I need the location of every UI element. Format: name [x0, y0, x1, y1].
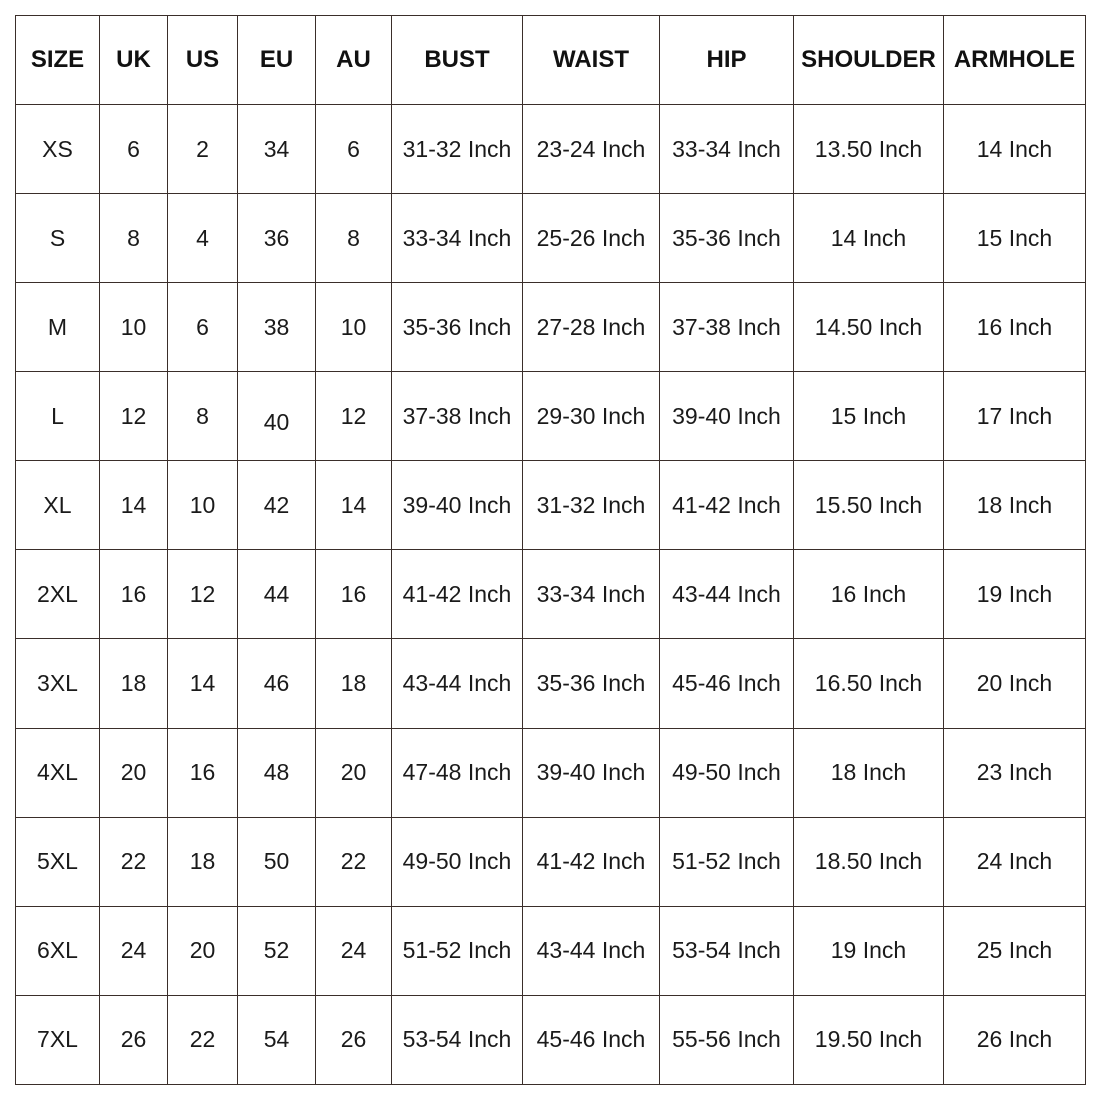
cell-hip: 41-42 Inch [660, 461, 794, 550]
cell-us: 22 [168, 995, 238, 1084]
cell-size: 5XL [16, 817, 100, 906]
cell-uk: 12 [100, 372, 168, 461]
cell-size: M [16, 283, 100, 372]
header-row [16, 16, 1086, 105]
header-hip: HIP [660, 16, 794, 105]
cell-waist: 25-26 Inch [523, 194, 660, 283]
table-row [16, 995, 1086, 1084]
cell-us: 4 [168, 194, 238, 283]
cell-size: 3XL [16, 639, 100, 728]
cell-au: 20 [316, 728, 392, 817]
table-row [16, 283, 1086, 372]
cell-armhole: 16 Inch [944, 283, 1086, 372]
cell-eu: 34 [238, 105, 316, 194]
cell-au: 26 [316, 995, 392, 1084]
cell-eu: 54 [238, 995, 316, 1084]
header-size: SIZE [16, 16, 100, 105]
header-au: AU [316, 16, 392, 105]
cell-shoulder: 19.50 Inch [794, 995, 944, 1084]
cell-waist: 43-44 Inch [523, 906, 660, 995]
cell-eu: 46 [238, 639, 316, 728]
cell-shoulder: 14.50 Inch [794, 283, 944, 372]
cell-uk: 24 [100, 906, 168, 995]
cell-bust: 53-54 Inch [392, 995, 523, 1084]
cell-au: 6 [316, 105, 392, 194]
cell-uk: 22 [100, 817, 168, 906]
table-row [16, 194, 1086, 283]
cell-size: L [16, 372, 100, 461]
cell-eu: 50 [238, 817, 316, 906]
header-shoulder: SHOULDER [794, 16, 944, 105]
cell-us: 8 [168, 372, 238, 461]
cell-armhole: 18 Inch [944, 461, 1086, 550]
cell-bust: 43-44 Inch [392, 639, 523, 728]
cell-size: 2XL [16, 550, 100, 639]
table-row [16, 105, 1086, 194]
cell-waist: 41-42 Inch [523, 817, 660, 906]
cell-au: 8 [316, 194, 392, 283]
cell-hip: 45-46 Inch [660, 639, 794, 728]
cell-hip: 35-36 Inch [660, 194, 794, 283]
cell-bust: 47-48 Inch [392, 728, 523, 817]
cell-au: 16 [316, 550, 392, 639]
cell-hip: 37-38 Inch [660, 283, 794, 372]
size-chart-table [15, 15, 1086, 1085]
cell-bust: 51-52 Inch [392, 906, 523, 995]
cell-eu: 52 [238, 906, 316, 995]
cell-waist: 39-40 Inch [523, 728, 660, 817]
cell-size: 7XL [16, 995, 100, 1084]
cell-hip: 51-52 Inch [660, 817, 794, 906]
cell-eu: 36 [238, 194, 316, 283]
cell-armhole: 19 Inch [944, 550, 1086, 639]
cell-uk: 20 [100, 728, 168, 817]
cell-hip: 55-56 Inch [660, 995, 794, 1084]
cell-hip: 33-34 Inch [660, 105, 794, 194]
cell-hip: 43-44 Inch [660, 550, 794, 639]
cell-size: 4XL [16, 728, 100, 817]
cell-shoulder: 16 Inch [794, 550, 944, 639]
cell-armhole: 15 Inch [944, 194, 1086, 283]
cell-shoulder: 13.50 Inch [794, 105, 944, 194]
cell-au: 24 [316, 906, 392, 995]
table-row [16, 372, 1086, 461]
cell-armhole: 20 Inch [944, 639, 1086, 728]
header-eu: EU [238, 16, 316, 105]
cell-uk: 10 [100, 283, 168, 372]
cell-us: 14 [168, 639, 238, 728]
cell-eu-value: 40 [263, 408, 290, 435]
cell-size: S [16, 194, 100, 283]
cell-us: 18 [168, 817, 238, 906]
header-bust: BUST [392, 16, 523, 105]
cell-bust: 39-40 Inch [392, 461, 523, 550]
cell-uk: 26 [100, 995, 168, 1084]
cell-us: 2 [168, 105, 238, 194]
header-uk: UK [100, 16, 168, 105]
cell-bust: 49-50 Inch [392, 817, 523, 906]
cell-waist: 29-30 Inch [523, 372, 660, 461]
cell-au: 12 [316, 372, 392, 461]
cell-uk: 8 [100, 194, 168, 283]
cell-size: 6XL [16, 906, 100, 995]
cell-eu: 48 [238, 728, 316, 817]
cell-size: XL [16, 461, 100, 550]
cell-hip: 53-54 Inch [660, 906, 794, 995]
cell-shoulder: 18.50 Inch [794, 817, 944, 906]
header-armhole: ARMHOLE [944, 16, 1086, 105]
cell-armhole: 17 Inch [944, 372, 1086, 461]
cell-armhole: 23 Inch [944, 728, 1086, 817]
header-us: US [168, 16, 238, 105]
table-row [16, 461, 1086, 550]
cell-waist: 23-24 Inch [523, 105, 660, 194]
cell-waist: 27-28 Inch [523, 283, 660, 372]
cell-waist: 45-46 Inch [523, 995, 660, 1084]
cell-uk: 6 [100, 105, 168, 194]
header-waist: WAIST [523, 16, 660, 105]
cell-hip: 49-50 Inch [660, 728, 794, 817]
cell-shoulder: 14 Inch [794, 194, 944, 283]
cell-eu: 42 [238, 461, 316, 550]
table-row [16, 817, 1086, 906]
cell-eu: 38 [238, 283, 316, 372]
cell-uk: 14 [100, 461, 168, 550]
cell-armhole: 14 Inch [944, 105, 1086, 194]
cell-bust: 33-34 Inch [392, 194, 523, 283]
cell-au: 22 [316, 817, 392, 906]
cell-shoulder: 18 Inch [794, 728, 944, 817]
cell-bust: 37-38 Inch [392, 372, 523, 461]
cell-shoulder: 15 Inch [794, 372, 944, 461]
cell-armhole: 25 Inch [944, 906, 1086, 995]
cell-us: 20 [168, 906, 238, 995]
cell-bust: 31-32 Inch [392, 105, 523, 194]
cell-shoulder: 15.50 Inch [794, 461, 944, 550]
cell-uk: 18 [100, 639, 168, 728]
cell-us: 6 [168, 283, 238, 372]
cell-au: 10 [316, 283, 392, 372]
table-row [16, 550, 1086, 639]
cell-au: 18 [316, 639, 392, 728]
cell-shoulder: 16.50 Inch [794, 639, 944, 728]
table-row [16, 639, 1086, 728]
cell-us: 10 [168, 461, 238, 550]
cell-eu: 44 [238, 550, 316, 639]
cell-au: 14 [316, 461, 392, 550]
cell-size: XS [16, 105, 100, 194]
cell-shoulder: 19 Inch [794, 906, 944, 995]
cell-waist: 31-32 Inch [523, 461, 660, 550]
cell-bust: 35-36 Inch [392, 283, 523, 372]
cell-waist: 33-34 Inch [523, 550, 660, 639]
table-row [16, 728, 1086, 817]
cell-us: 16 [168, 728, 238, 817]
cell-waist: 35-36 Inch [523, 639, 660, 728]
cell-armhole: 24 Inch [944, 817, 1086, 906]
cell-uk: 16 [100, 550, 168, 639]
cell-hip: 39-40 Inch [660, 372, 794, 461]
table-row [16, 906, 1086, 995]
cell-bust: 41-42 Inch [392, 550, 523, 639]
cell-eu [238, 372, 316, 461]
cell-armhole: 26 Inch [944, 995, 1086, 1084]
cell-us: 12 [168, 550, 238, 639]
